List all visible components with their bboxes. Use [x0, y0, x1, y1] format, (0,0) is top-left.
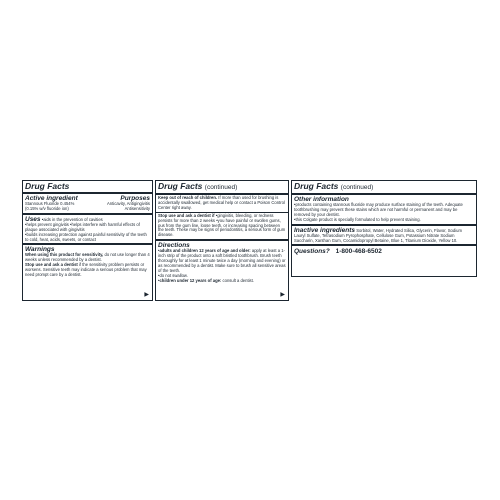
purpose-1: Anticavity, Antigingivitis	[107, 201, 150, 206]
warnings-stop-text: if the sensitivity problem persists or worsens. Sensitive teeth may indicate a serious problem that may need prompt care by a dentist.	[25, 262, 147, 278]
inactive-ingredients-title: Inactive ingredients	[294, 226, 356, 234]
inactive-ingredients-text: Sorbitol, Water, Hydrated Silica, Glycerin, Flavor, Sodium Lauryl Sulfate, Tetrasodium Pyrophosphate, Cellulose Gum, Potassium Nitrate Sodium Saccharin, Xanthan Gum, Cocamidopropyl Betaine, Blue 1, Titanium Dioxide, Yellow 10.	[294, 227, 462, 243]
directions-children-text: consult a dentist.	[222, 277, 254, 283]
directions-title: Directions	[158, 242, 190, 250]
directions-adults-text: apply at least a 1-inch strip of the product onto a soft bristled toothbrush. Brush teeth thoroughly for at least 1 minute twice a day (morning and evening) or as recommended by a dentist. Make sure to brush all sensitive areas of the teeth.	[158, 248, 286, 273]
directions-section	[156, 241, 288, 284]
panel-3-header-continued: (continued)	[340, 184, 374, 191]
warnings-sensitivity-lead: When using this product for sensitivity,	[25, 252, 104, 258]
panel-1-header: Drug Facts	[23, 181, 152, 194]
panel-2-header-continued: (continued)	[204, 184, 238, 191]
purpose-2: Antisensitivity	[124, 205, 150, 211]
other-information-title: Other information	[294, 196, 349, 203]
active-ingredient-title: Active ingredient	[25, 195, 78, 202]
stop-use-section	[156, 213, 288, 242]
directions-swallow: • do not swallow.	[158, 273, 188, 278]
uses-section	[23, 215, 152, 246]
questions-phone[interactable]: 1-800-468-6502	[335, 248, 382, 256]
purposes-title: Purposes	[120, 195, 150, 202]
directions-adults-lead: adults and children 12 years of age and older:	[159, 248, 251, 254]
panel-2-header	[156, 181, 288, 195]
inactive-ingredients-section	[292, 226, 476, 247]
questions-title: Questions?	[294, 248, 330, 256]
stop-use-item: • you have painful or swollen gums, pus from the gum line, loose teeth, or increasing spacing between the teeth. These may be signs of periodontitis, a serious form of gum disease.	[158, 218, 285, 238]
continue-arrow-icon: ▶	[144, 292, 149, 298]
active-ingredient-section	[23, 194, 152, 215]
uses-item: • helps prevent gingivitis	[25, 222, 69, 227]
questions-section	[292, 246, 476, 257]
drug-facts-panel-3	[291, 180, 477, 277]
drug-facts-panel-1	[22, 180, 153, 301]
uses-item: • helps interfere with harmful effects of plaque associated with gingivitis	[25, 222, 140, 232]
active-ingredient-note: (0.15% w/v fluoride ion)	[25, 205, 69, 211]
uses-title: Uses	[25, 215, 41, 223]
uses-item: • builds increasing protection against painful sensitivity of the teeth to cold, heat, acids, sweets, or contact	[25, 232, 147, 242]
drug-facts-panel-2	[155, 180, 289, 301]
panel-3-header-title: Drug Facts	[294, 181, 339, 191]
keep-out-lead: Keep out of reach of children.	[158, 195, 218, 200]
warnings-stop-lead: Stop use and ask a dentist	[25, 262, 78, 268]
other-information-item: • products containing stannous fluoride may produce surface staining of the teeth. Adequate toothbrushing may prevent these stains which are not harmful or permanent and may be removed by your dentist.	[294, 203, 474, 218]
warnings-sensitivity-text: do not use longer than 4 weeks unless recommended by a dentist.	[25, 252, 150, 263]
stop-use-lead: Stop use and ask a dentist if	[158, 212, 215, 218]
stop-use-item: • gingivitis, bleeding, or redness persists for more than 2 weeks	[158, 213, 274, 223]
panel-2-header-title: Drug Facts	[158, 181, 203, 191]
active-ingredient-name: Stannous Fluoride 0.454%	[25, 201, 75, 206]
other-information-section	[292, 195, 476, 226]
warnings-section	[23, 245, 152, 279]
continue-arrow-icon: ▶	[280, 292, 285, 298]
keep-out-text: If more than used for brushing is accidentally swallowed, get medical help or contact a Poison Control Center right away.	[158, 195, 285, 210]
uses-item: • aids in the prevention of cavities	[42, 217, 103, 222]
panel-3-header	[292, 181, 476, 195]
directions-children-lead: children under 12 years of age:	[159, 277, 222, 283]
warnings-title: Warnings	[25, 246, 55, 254]
other-information-item: • this Colgate product is specially formulated to help prevent staining.	[294, 218, 474, 223]
keep-out-section	[156, 195, 288, 213]
